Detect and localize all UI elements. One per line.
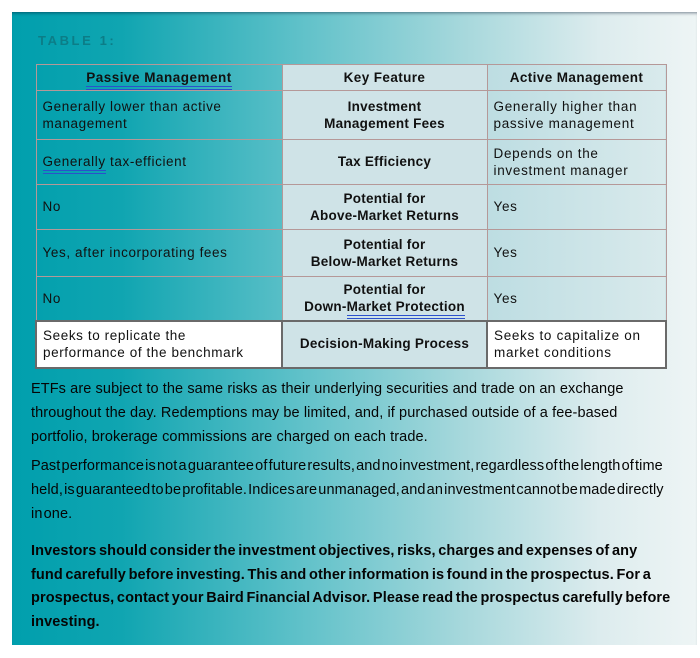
table-row [36, 91, 666, 140]
table-row [36, 230, 666, 277]
header-active-management: Active Management [487, 65, 666, 91]
tax-efficient-text: tax-efficient [105, 154, 187, 170]
market-protection-link[interactable]: Market Protection [347, 299, 465, 319]
cell-feature-above-market: Potential for Above-Market Returns [282, 185, 487, 230]
document-panel [12, 12, 697, 645]
table-header-row [36, 65, 666, 91]
disclaimer-section [31, 378, 671, 641]
cell-passive-above-market: No [36, 185, 282, 230]
disclaimer-past-performance: Past performance is not a guarantee of future results, and no investment, regardless of the length of time held, is guaranteed to be profitable. Indices are unmanaged, and an investment cannot be made directly in one. [31, 458, 664, 522]
cell-active-above-market: Yes [487, 185, 666, 230]
down-prefix-text: Down- [304, 299, 347, 315]
cell-feature-tax: Tax Efficiency [282, 140, 487, 185]
table-row [36, 140, 666, 185]
cell-feature-fees: Investment Management Fees [282, 91, 487, 140]
table-row [36, 321, 666, 368]
cell-active-fees: Generally higher than passive management [487, 91, 666, 140]
cell-passive-tax [36, 140, 282, 185]
cell-feature-decision: Decision-Making Process [282, 321, 487, 368]
header-passive-management [36, 65, 282, 91]
cell-feature-down-market: Potential for Down-Market Protection [282, 277, 487, 321]
passive-management-link[interactable]: Passive Management [86, 70, 232, 90]
disclaimer-etf-risks: ETFs are subject to the same risks as their underlying securities and trade on an exchange throughout the day. Redemptions may be limited, and, if purchased outside of a fee-based portfolio, brokerage commissions are charged on each trade. [31, 381, 624, 445]
header-key-feature: Key Feature [282, 65, 487, 91]
cell-active-tax: Depends on the investment manager [487, 140, 666, 185]
cell-active-decision: Seeks to capitalize on market conditions [487, 321, 666, 368]
cell-passive-down-market: No [36, 277, 282, 321]
disclaimer-prospectus: Investors should consider the investment objectives, risks, charges and expenses of any fund carefully before investing. This and other information is found in the prospectus. For a prospectus, contact your Baird Financial Advisor. Please read the prospectus carefully before investing. [31, 542, 671, 631]
generally-link[interactable]: Generally [43, 154, 106, 174]
cell-passive-decision: Seeks to replicate the performance of the benchmark [36, 321, 282, 368]
cell-passive-below-market: Yes, after incorporating fees [36, 230, 282, 277]
table-label: TABLE 1: [38, 33, 117, 48]
cell-passive-fees: Generally lower than active management [36, 91, 282, 140]
table-row [36, 277, 666, 321]
cell-active-down-market: Yes [487, 277, 666, 321]
comparison-table [35, 64, 667, 369]
table-row [36, 185, 666, 230]
cell-feature-below-market: Potential for Below-Market Returns [282, 230, 487, 277]
cell-active-below-market: Yes [487, 230, 666, 277]
